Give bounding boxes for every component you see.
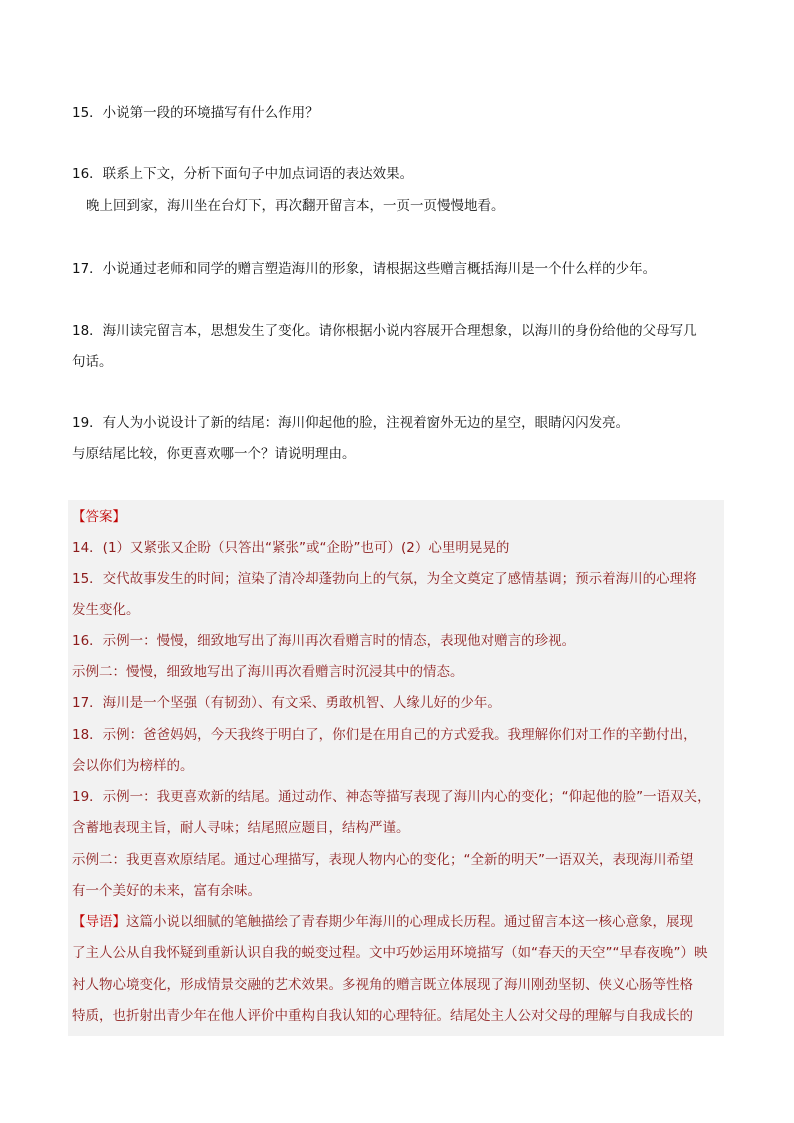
guide-paragraph-line-1	[72, 912, 693, 932]
question-17: 17．小说通过老师和同学的赠言塑造海川的形象，请根据这些赠言概括海川是一个什么样的少年。	[72, 261, 657, 277]
answer-19-example-2-line-1: 示例二：我更喜欢原结尾。通过心理描写，表现人物内心的变化；“全新的明天”一语双关，表现海川希望	[72, 852, 694, 868]
guide-paragraph-line-4: 特质，也折射出青少年在他人评价中重构自我认知的心理特征。结尾处主人公对父母的理解与自我成长的	[72, 1008, 693, 1024]
question-18-line-1: 18．海川读完留言本，思想发生了变化。请你根据小说内容展开合理想象，以海川的身份给他的父母写几	[72, 323, 697, 339]
guide-tag: 【导语】	[72, 914, 126, 930]
answer-15-line-1: 15．交代故事发生的时间；渲染了清冷却蓬勃向上的气氛，为全文奠定了感情基调；预示着海川的心理将	[72, 571, 697, 587]
answer-18-line-1: 18．示例：爸爸妈妈，今天我终于明白了，你们是在用自己的方式爱我。我理解你们对工作的辛勤付出，	[72, 727, 697, 743]
answer-19-example-2-line-2: 有一个美好的未来，富有余味。	[72, 883, 261, 899]
guide-paragraph-line-3: 衬人物心境变化，形成情景交融的艺术效果。多视角的赠言既立体展现了海川刚劲坚韧、侠义心肠等性格	[72, 977, 693, 993]
answer-17: 17．海川是一个坚强（有韧劲）、有文采、勇敢机智、人缘儿好的少年。	[72, 695, 501, 711]
answer-16-example-1: 16．示例一：慢慢，细致地写出了海川再次看赠言时的情态，表现他对赠言的珍视。	[72, 633, 576, 649]
answer-14: 14．(1）又紧张又企盼（只答出“紧张”或“企盼”也可）(2）心里明晃晃的	[72, 540, 510, 556]
answer-16-example-2: 示例二：慢慢，细致地写出了海川再次看赠言时沉浸其中的情态。	[72, 664, 464, 680]
question-16: 16．联系上下文，分析下面句子中加点词语的表达效果。	[72, 166, 414, 182]
question-16-quoted-sentence: 晚上回到家，海川坐在台灯下，再次翻开留言本，一页一页慢慢地看。	[86, 198, 505, 214]
question-18-line-2: 句话。	[72, 354, 113, 370]
guide-paragraph-line-2: 了主人公从自我怀疑到重新认识自我的蜕变过程。文中巧妙运用环境描写（如“春天的天空”“早春夜晚”）映	[72, 945, 708, 961]
answer-heading: 【答案】	[72, 509, 126, 525]
answer-18-line-2: 会以你们为榜样的。	[72, 758, 194, 774]
answer-19-example-1-line-1: 19．示例一：我更喜欢新的结尾。通过动作、神态等描写表现了海川内心的变化；“仰起他的脸”一语双关，	[72, 789, 711, 805]
answer-19-example-1-line-2: 含蓄地表现主旨，耐人寻味；结尾照应题目，结构严谨。	[72, 820, 410, 836]
question-19-line-2: 与原结尾比较，你更喜欢哪一个？请说明理由。	[72, 446, 356, 462]
guide-text: 这篇小说以细腻的笔触描绘了青春期少年海川的心理成长历程。通过留言本这一核心意象，展现	[126, 914, 693, 930]
question-15: 15．小说第一段的环境描写有什么作用？	[72, 105, 319, 121]
answer-15-line-2: 发生变化。	[72, 602, 140, 618]
question-19-line-1: 19．有人为小说设计了新的结尾：海川仰起他的脸，注视着窗外无边的星空，眼睛闪闪发亮。	[72, 415, 630, 431]
